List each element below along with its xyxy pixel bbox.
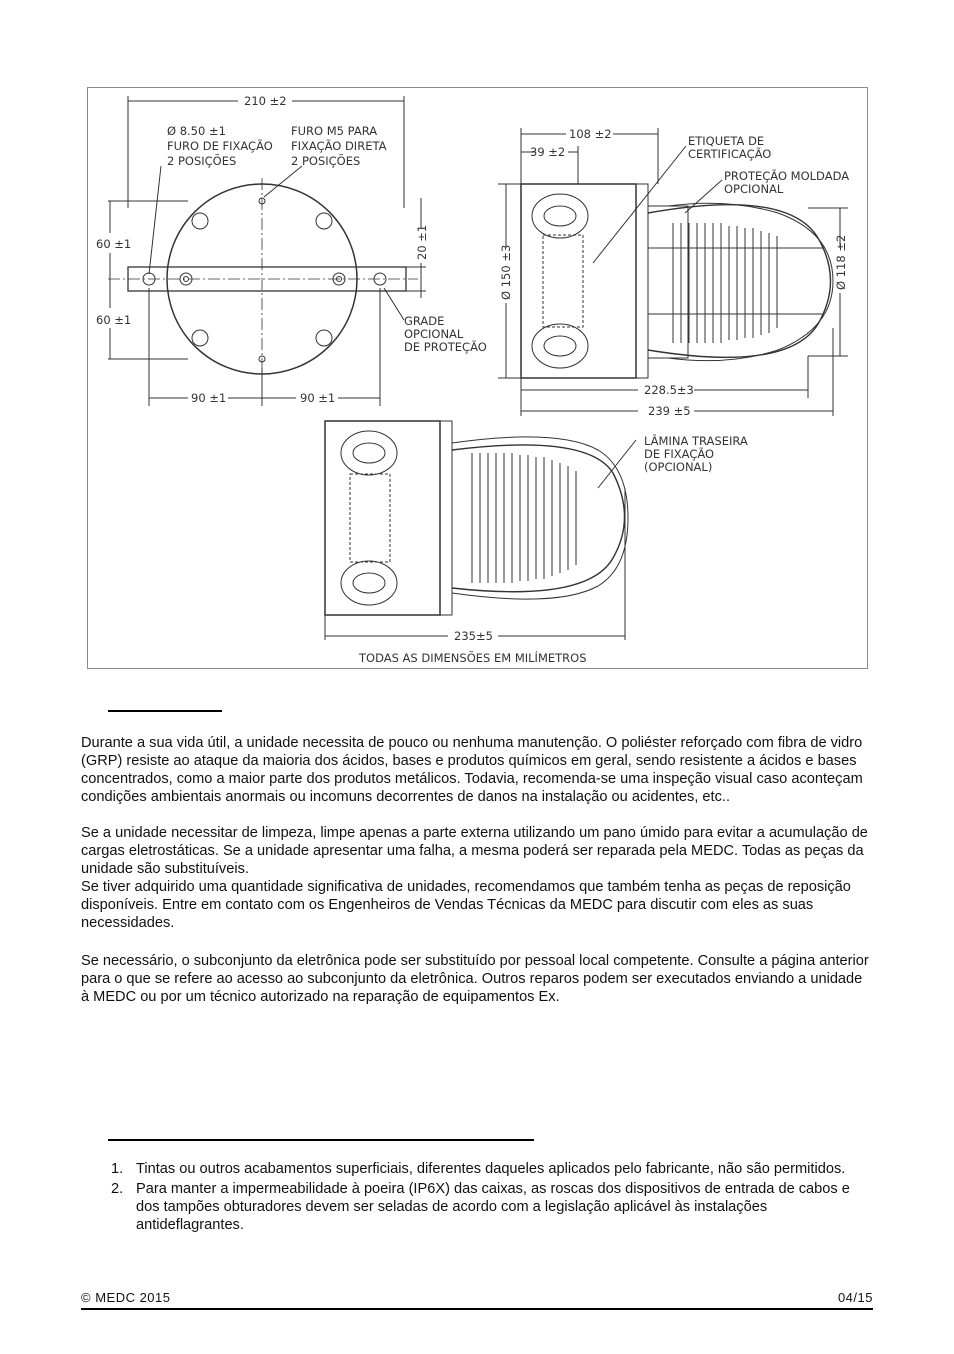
dim-235: 235±5 [454,629,493,643]
label-protecao-1: PROTEÇÃO MOLDADA [724,169,850,183]
footnote-number: 2. [111,1181,124,1197]
dim-20: 20 ±1 [415,224,429,260]
label-grade-2: OPCIONAL [404,327,464,341]
label-hole-1: FURO DE FIXAÇÃO [167,139,273,153]
bottom-view [325,421,636,640]
footnote-item [108,1180,868,1234]
label-grade-1: GRADE [404,314,445,328]
dim-90-right: 90 ±1 [300,391,336,405]
label-lamina-1: LÂMINA TRASEIRA [644,434,748,448]
footnote-text: Tintas ou outros acabamentos superficiais, diferentes daqueles aplicados pelo fabricante, não são permitidos. [136,1161,846,1177]
dim-228: 228.5±3 [644,383,694,397]
label-m5-3: 2 POSIÇÕES [291,154,361,168]
label-grade-3: DE PROTEÇÃO [404,340,487,354]
dim-90-left: 90 ±1 [191,391,227,405]
dim-150: Ø 150 ±3 [499,244,513,300]
footnote-item [108,1160,868,1178]
section-rule [108,710,222,712]
label-lamina-3: (OPCIONAL) [644,460,713,474]
paragraph-cleaning: Se a unidade necessitar de limpeza, limpe apenas a parte externa utilizando um pano úmido para evitar a acumulação de cargas eletrostáticas. Se a unidade apresentar uma falha, a mesma poderá ser reparada pela MEDC. Todas as peças da unidade são substituíveis. [81,825,868,877]
label-m5-2: FIXAÇÃO DIRETA [291,139,387,153]
dim-118: Ø 118 ±2 [834,234,848,290]
footnote-list [108,1160,868,1236]
label-etiqueta-1: ETIQUETA DE [688,134,765,148]
drawing-labels [96,94,849,665]
label-protecao-2: OPCIONAL [724,182,784,196]
label-m5-1: FURO M5 PARA [291,124,378,138]
paragraph-spare-parts: Se tiver adquirido uma quantidade significativa de unidades, recomendamos que também tenha as peças de reposição disponíveis. Entre em contato com os Engenheiros de Vendas Técnicas da MEDC para discutir com eles as suas necessidades. [81,879,851,931]
paragraph-maintenance: Durante a sua vida útil, a unidade necessita de pouco ou nenhuma manutenção. O poliéster reforçado com fibra de vidro (GRP) resiste ao ataque da maioria dos ácidos, bases e produtos químicos em geral, sendo resistente a ácidos e bases concentrados, como a maior parte dos produtos metálicos. Todavia, recomenda-se uma inspeção visual caso aconteçam condições ambientais anormais ou incomuns decorrentes de danos na instalação ou acidentes, etc.. [81,735,863,805]
dim-210: 210 ±2 [244,94,287,108]
paragraph-repairs: Se necessário, o subconjunto da eletrônica pode ser substituído por pessoal local competente. Consulte a página anterior para o que se refere ao acesso ao subconjunto da eletrônica. Outros reparos podem ser executados enviando a unidade à MEDC ou por um técnico autorizado na reparação de equipamentos Ex. [81,953,869,1005]
dim-239: 239 ±5 [648,404,691,418]
dimension-drawing [88,88,869,670]
footer-date: 04/15 [837,1290,873,1305]
dim-60-top: 60 ±1 [96,237,132,251]
dim-60-bottom: 60 ±1 [96,313,132,327]
label-hole-2: 2 POSIÇÕES [167,154,237,168]
dim-39: 39 ±2 [530,145,566,159]
technical-drawing [87,87,868,669]
dim-108: 108 ±2 [569,127,612,141]
label-all-mm: TODAS AS DIMENSÕES EM MILÍMETROS [359,651,587,665]
label-etiqueta-2: CERTIFICAÇÃO [688,147,772,161]
footer-rule [81,1308,873,1310]
footer-copyright: © MEDC 2015 [81,1290,171,1305]
dim-hole-dia: Ø 8.50 ±1 [167,124,226,138]
label-lamina-2: DE FIXAÇÃO [644,447,715,461]
footnote-text: Para manter a impermeabilidade à poeira (IP6X) das caixas, as roscas dos dispositivos de entrada de cabos e dos tampões obturadores devem ser seladas de acordo com a legislação aplicável às instalações antideflagrantes. [136,1181,850,1233]
footnote-number: 1. [111,1161,124,1177]
footnote-rule [108,1139,534,1141]
